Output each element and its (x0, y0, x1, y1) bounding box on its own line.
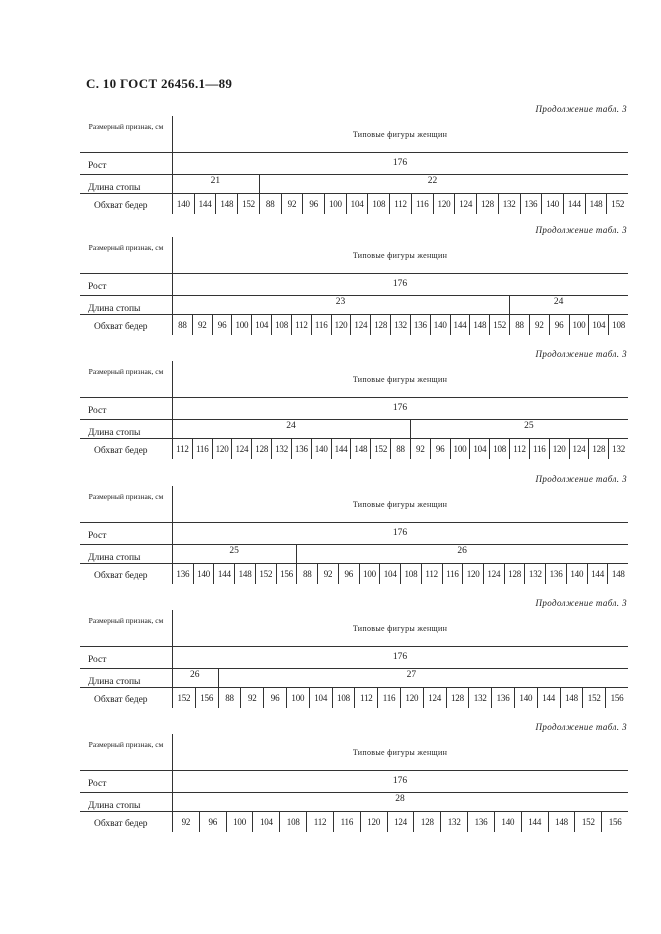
height-label: Рост (88, 779, 107, 789)
hip-girth-cell: 96 (430, 439, 450, 459)
continuation-label: Продолжение табл. 3 (535, 722, 627, 732)
height-label: Рост (88, 406, 107, 416)
hip-girth-cell: 144 (537, 688, 560, 708)
height-value: 176 (392, 279, 408, 289)
hip-girth-cell: 128 (588, 439, 608, 459)
table-header-row (80, 610, 628, 647)
header-title: Типовые фигуры женщин (352, 130, 448, 139)
hip-girth-cell: 96 (338, 564, 359, 584)
foot-length-value: 26 (190, 670, 200, 680)
foot-length-row (80, 175, 628, 194)
hip-girth-cell: 156 (195, 688, 218, 708)
header-title: Типовые фигуры женщин (352, 251, 448, 260)
hip-girth-label: Обхват бедер (94, 446, 148, 456)
hip-girth-cell: 100 (231, 315, 251, 335)
height-value: 176 (392, 652, 408, 662)
height-label: Рост (88, 531, 107, 541)
hip-girth-cell: 112 (291, 315, 311, 335)
hip-girth-cell: 144 (563, 194, 585, 214)
hip-girth-cell: 116 (333, 812, 360, 832)
hip-girth-cell: 140 (311, 439, 331, 459)
hip-girth-cell: 100 (569, 315, 589, 335)
hip-girth-cell: 88 (296, 564, 317, 584)
hip-girth-cell: 144 (450, 315, 470, 335)
hip-girth-cell: 100 (324, 194, 346, 214)
hip-girth-cell: 112 (354, 688, 377, 708)
foot-length-value: 25 (524, 421, 534, 431)
hip-girth-cell: 120 (212, 439, 232, 459)
hip-girth-cell: 92 (281, 194, 303, 214)
hip-girth-cell: 92 (192, 315, 212, 335)
hip-girth-cell: 148 (234, 564, 255, 584)
hip-girth-label: Обхват бедер (94, 819, 148, 829)
hip-girth-cells (172, 194, 628, 214)
header-title: Типовые фигуры женщин (352, 375, 448, 384)
hip-girth-cell: 92 (240, 688, 263, 708)
hip-girth-row (80, 564, 628, 588)
hip-girth-label: Обхват бедер (94, 695, 148, 705)
header-label: Размерный признак, см (88, 367, 164, 376)
hip-girth-cell: 156 (276, 564, 297, 584)
size-table (80, 361, 628, 463)
hip-girth-cell: 124 (483, 564, 504, 584)
hip-girth-cell: 152 (574, 812, 601, 832)
hip-girth-cell: 132 (390, 315, 410, 335)
hip-girth-cell: 132 (440, 812, 467, 832)
hip-girth-cell: 124 (350, 315, 370, 335)
hip-girth-label: Обхват бедер (94, 571, 148, 581)
hip-girth-cell: 116 (529, 439, 549, 459)
hip-girth-cell: 132 (271, 439, 291, 459)
hip-girth-cell: 144 (587, 564, 608, 584)
hip-girth-cell: 96 (212, 315, 232, 335)
hip-girth-cell: 116 (442, 564, 463, 584)
hip-girth-cell: 104 (252, 812, 279, 832)
hip-girth-cell: 124 (569, 439, 589, 459)
header-label: Размерный признак, см (88, 243, 164, 252)
height-value: 176 (392, 528, 408, 538)
hip-girth-cell: 128 (504, 564, 525, 584)
hip-girth-cell: 96 (263, 688, 286, 708)
hip-girth-cell: 88 (259, 194, 281, 214)
hip-girth-label: Обхват бедер (94, 201, 148, 211)
hip-girth-cell: 104 (309, 688, 332, 708)
hip-girth-cell: 108 (608, 315, 628, 335)
hip-girth-cell: 148 (350, 439, 370, 459)
foot-length-label: Длина стопы (88, 553, 141, 563)
hip-girth-cell: 148 (548, 812, 575, 832)
header-label: Размерный признак, см (88, 122, 164, 131)
foot-length-label: Длина стопы (88, 428, 141, 438)
hip-girth-cell: 144 (213, 564, 234, 584)
hip-girth-row (80, 194, 628, 218)
hip-girth-cell: 92 (317, 564, 338, 584)
foot-length-label: Длина стопы (88, 677, 141, 687)
hip-girth-row (80, 315, 628, 339)
table-header-row (80, 116, 628, 153)
hip-girth-cell: 140 (193, 564, 214, 584)
hip-girth-cell: 148 (560, 688, 583, 708)
hip-girth-cell: 116 (311, 315, 331, 335)
foot-length-value: 22 (427, 176, 438, 186)
table-header-row (80, 734, 628, 771)
hip-girth-cells (172, 439, 628, 459)
hip-girth-cell: 104 (379, 564, 400, 584)
continuation-label: Продолжение табл. 3 (535, 104, 627, 114)
hip-girth-cell: 136 (491, 688, 514, 708)
hip-girth-cell: 132 (524, 564, 545, 584)
hip-girth-cell: 100 (359, 564, 380, 584)
hip-girth-cell: 104 (588, 315, 608, 335)
hip-girth-cell: 124 (454, 194, 476, 214)
hip-girth-cell: 144 (331, 439, 351, 459)
hip-girth-cell: 132 (468, 688, 491, 708)
hip-girth-cell: 152 (172, 688, 195, 708)
hip-girth-cell: 148 (585, 194, 607, 214)
hip-girth-cell: 116 (411, 194, 433, 214)
size-table (80, 610, 628, 712)
foot-length-row (80, 296, 628, 315)
hip-girth-cell: 104 (346, 194, 368, 214)
foot-length-row (80, 545, 628, 564)
hip-girth-cell: 136 (545, 564, 566, 584)
size-table (80, 734, 628, 836)
hip-girth-cells (172, 812, 628, 832)
hip-girth-cell: 96 (549, 315, 569, 335)
height-label: Рост (88, 655, 107, 665)
header-title: Типовые фигуры женщин (352, 500, 448, 509)
hip-girth-cell: 148 (469, 315, 489, 335)
hip-girth-cell: 136 (520, 194, 542, 214)
continuation-label: Продолжение табл. 3 (535, 349, 627, 359)
height-value: 176 (392, 403, 408, 413)
foot-length-label: Длина стопы (88, 183, 141, 193)
hip-girth-cell: 112 (509, 439, 529, 459)
foot-length-row (80, 420, 628, 439)
hip-girth-cell: 120 (331, 315, 351, 335)
height-value: 176 (392, 158, 408, 168)
height-row (80, 771, 628, 793)
hip-girth-cell: 152 (606, 194, 628, 214)
foot-length-value: 24 (553, 297, 564, 307)
foot-length-label: Длина стопы (88, 801, 141, 811)
hip-girth-cell: 140 (494, 812, 521, 832)
hip-girth-cell: 148 (607, 564, 628, 584)
hip-girth-cell: 120 (433, 194, 455, 214)
hip-girth-cell: 140 (430, 315, 450, 335)
hip-girth-cell: 124 (423, 688, 446, 708)
hip-girth-cell: 112 (389, 194, 411, 214)
header-label: Размерный признак, см (88, 740, 164, 749)
hip-girth-cells (172, 315, 628, 335)
table-header-row (80, 237, 628, 274)
hip-girth-cell: 108 (279, 812, 306, 832)
hip-girth-cell: 152 (237, 194, 259, 214)
hip-girth-cell: 100 (450, 439, 470, 459)
continuation-label: Продолжение табл. 3 (535, 598, 627, 608)
hip-girth-cell: 120 (360, 812, 387, 832)
foot-length-value: 28 (395, 794, 405, 804)
hip-girth-cell: 152 (255, 564, 276, 584)
foot-length-value: 21 (210, 176, 221, 186)
hip-girth-cell: 152 (582, 688, 605, 708)
height-row (80, 398, 628, 420)
hip-girth-row (80, 439, 628, 463)
size-table (80, 116, 628, 218)
hip-girth-cell: 116 (377, 688, 400, 708)
foot-length-value: 27 (406, 670, 417, 680)
hip-girth-cell: 100 (286, 688, 309, 708)
hip-girth-cell: 156 (605, 688, 628, 708)
height-value: 176 (392, 776, 408, 786)
hip-girth-cell: 104 (469, 439, 489, 459)
hip-girth-cell: 108 (367, 194, 389, 214)
hip-girth-cell: 128 (446, 688, 469, 708)
hip-girth-cell: 140 (566, 564, 587, 584)
hip-girth-cell: 128 (476, 194, 498, 214)
hip-girth-cell: 124 (231, 439, 251, 459)
hip-girth-cell: 148 (215, 194, 237, 214)
height-label: Рост (88, 282, 107, 292)
hip-girth-cell: 140 (172, 194, 194, 214)
hip-girth-cell: 120 (549, 439, 569, 459)
hip-girth-cell: 152 (489, 315, 509, 335)
hip-girth-cell: 112 (306, 812, 333, 832)
hip-girth-cell: 136 (172, 564, 193, 584)
hip-girth-cell: 112 (172, 439, 192, 459)
hip-girth-cells (172, 564, 628, 584)
hip-girth-cell: 112 (421, 564, 442, 584)
hip-girth-label: Обхват бедер (94, 322, 148, 332)
hip-girth-cell: 120 (400, 688, 423, 708)
hip-girth-row (80, 688, 628, 712)
hip-girth-cell: 156 (601, 812, 628, 832)
hip-girth-cell: 88 (172, 315, 192, 335)
hip-girth-cell: 132 (608, 439, 628, 459)
table-header-row (80, 361, 628, 398)
hip-girth-cell: 136 (467, 812, 494, 832)
table-header-row (80, 486, 628, 523)
continuation-label: Продолжение табл. 3 (535, 474, 627, 484)
hip-girth-cell: 136 (410, 315, 430, 335)
foot-length-value: 24 (286, 421, 296, 431)
hip-girth-cell: 120 (462, 564, 483, 584)
size-table (80, 237, 628, 339)
hip-girth-cell: 88 (390, 439, 410, 459)
hip-girth-cell: 128 (413, 812, 440, 832)
hip-girth-cell: 108 (400, 564, 421, 584)
hip-girth-cell: 88 (509, 315, 529, 335)
hip-girth-cell: 116 (192, 439, 212, 459)
hip-girth-cells (172, 688, 628, 708)
foot-length-row (80, 793, 628, 812)
hip-girth-cell: 132 (498, 194, 520, 214)
hip-girth-cell: 144 (521, 812, 548, 832)
foot-length-label: Длина стопы (88, 304, 141, 314)
hip-girth-cell: 144 (194, 194, 216, 214)
foot-length-value: 23 (335, 297, 346, 307)
header-title: Типовые фигуры женщин (352, 748, 448, 757)
hip-girth-row (80, 812, 628, 836)
hip-girth-cell: 92 (529, 315, 549, 335)
header-title: Типовые фигуры женщин (352, 624, 448, 633)
page-header: С. 10 ГОСТ 26456.1—89 (86, 76, 233, 91)
hip-girth-cell: 92 (172, 812, 199, 832)
height-row (80, 523, 628, 545)
height-row (80, 153, 628, 175)
height-row (80, 274, 628, 296)
header-label: Размерный признак, см (88, 492, 164, 501)
hip-girth-cell: 108 (489, 439, 509, 459)
hip-girth-cell: 104 (251, 315, 271, 335)
hip-girth-cell: 152 (370, 439, 390, 459)
height-row (80, 647, 628, 669)
hip-girth-cell: 140 (514, 688, 537, 708)
hip-girth-cell: 140 (541, 194, 563, 214)
continuation-label: Продолжение табл. 3 (535, 225, 627, 235)
hip-girth-cell: 96 (302, 194, 324, 214)
size-table (80, 486, 628, 588)
foot-length-value: 26 (457, 546, 467, 556)
height-label: Рост (88, 161, 107, 171)
hip-girth-cell: 92 (410, 439, 430, 459)
foot-length-row (80, 669, 628, 688)
hip-girth-cell: 108 (332, 688, 355, 708)
hip-girth-cell: 124 (387, 812, 414, 832)
hip-girth-cell: 100 (226, 812, 253, 832)
hip-girth-cell: 136 (291, 439, 311, 459)
header-label: Размерный признак, см (88, 616, 164, 625)
hip-girth-cell: 128 (370, 315, 390, 335)
foot-length-value: 25 (229, 546, 239, 556)
hip-girth-cell: 88 (218, 688, 241, 708)
hip-girth-cell: 128 (251, 439, 271, 459)
hip-girth-cell: 108 (271, 315, 291, 335)
hip-girth-cell: 96 (199, 812, 226, 832)
